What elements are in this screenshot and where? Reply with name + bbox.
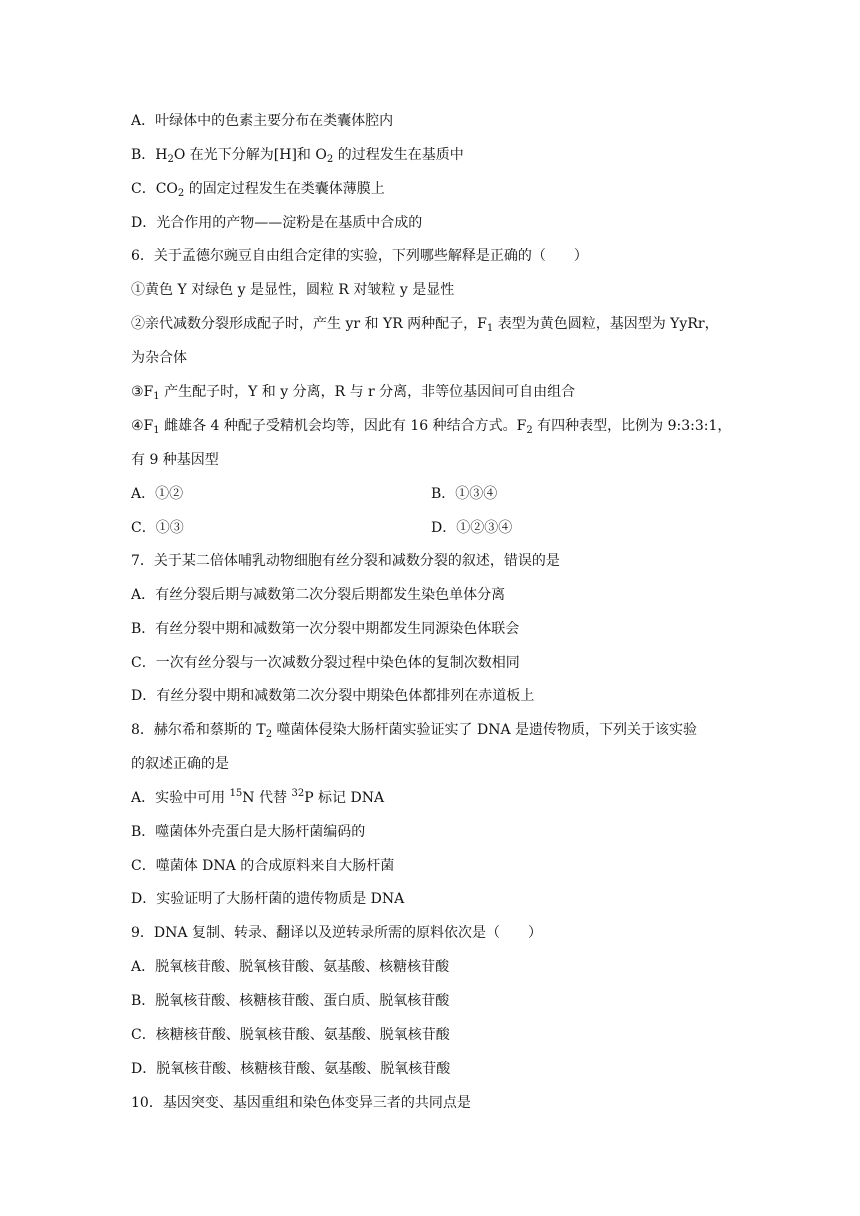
q7-stem: 7．关于某二倍体哺乳动物细胞有丝分裂和减数分裂的叙述，错误的是 bbox=[131, 553, 560, 569]
q9-option-a: A．脱氧核苷酸、脱氧核苷酸、氨基酸、核糖核苷酸 bbox=[131, 959, 450, 975]
q6-statement-1: ①黄色 Y 对绿色 y 是显性，圆粒 R 对皱粒 y 是显性 bbox=[131, 282, 455, 298]
q5-option-b: B．$H_2O$ 在光下分解为[H]和 $O_2$ 的过程发生在基质中 bbox=[131, 147, 464, 165]
q6-option-d: D．①②③④ bbox=[431, 520, 513, 536]
q9-option-d: D．脱氧核苷酸、核糖核苷酸、氨基酸、脱氧核苷酸 bbox=[131, 1061, 451, 1077]
q5-option-c: C．$CO_2$ 的固定过程发生在类囊体薄膜上 bbox=[131, 181, 385, 199]
q7-option-a: A．有丝分裂后期与减数第二次分裂后期都发生染色单体分离 bbox=[131, 587, 506, 603]
q7-option-b: B．有丝分裂中期和减数第一次分裂中期都发生同源染色体联会 bbox=[131, 621, 520, 637]
q6-statement-4: $④F_1$ 雌雄各 4 种配子受精机会均等，因此有 16 种结合方式。$F_2$ 有四种表型，比例为 9:3:3:1， bbox=[131, 418, 732, 436]
q9-option-b: B．脱氧核苷酸、核糖核苷酸、蛋白质、脱氧核苷酸 bbox=[131, 993, 450, 1009]
q6-statement-2: ②亲代减数分裂形成配子时，产生 yr 和 YR 两种配子，$F_1$ 表型为黄色圆粒，基因型为 YyRr， bbox=[131, 316, 719, 334]
q8-option-b: B．噬菌体外壳蛋白是大肠杆菌编码的 bbox=[131, 824, 366, 840]
q7-option-c: C．一次有丝分裂与一次减数分裂过程中染色体的复制次数相同 bbox=[131, 655, 520, 671]
q6-stem: 6．关于孟德尔豌豆自由组合定律的实验，下列哪些解释是正确的（ ） bbox=[131, 248, 588, 264]
q9-stem: 9．DNA 复制、转录、翻译以及逆转录所需的原料依次是（ ） bbox=[131, 925, 542, 941]
q10-stem: 10．基因突变、基因重组和染色体变异三者的共同点是 bbox=[131, 1095, 471, 1111]
q6-statement-2-cont: 为杂合体 bbox=[131, 350, 187, 366]
q8-option-c: C．噬菌体 DNA 的合成原料来自大肠杆菌 bbox=[131, 858, 395, 874]
q9-option-c: C．核糖核苷酸、脱氧核苷酸、氨基酸、脱氧核苷酸 bbox=[131, 1027, 450, 1043]
q8-option-a: A．实验中可用 $^{15}$N 代替 $^{32}$P 标记 DNA bbox=[131, 788, 385, 806]
q6-statement-3: $③F_1$ 产生配子时，Y 和 y 分离，R 与 r 分离，非等位基因间可自由组合 bbox=[131, 384, 576, 402]
q8-stem: 8．赫尔希和蔡斯的 $T_2$ 噬菌体侵染大肠杆菌实验证实了 DNA 是遗传物质，下列关于该实验 bbox=[131, 722, 698, 740]
q8-option-d: D．实验证明了大肠杆菌的遗传物质是 DNA bbox=[131, 891, 405, 907]
q6-option-a: A．①② bbox=[131, 486, 184, 502]
q6-option-c: C．①③ bbox=[131, 520, 184, 536]
q6-statement-4-cont: 有 9 种基因型 bbox=[131, 452, 219, 468]
q7-option-d: D．有丝分裂中期和减数第二次分裂中期染色体都排列在赤道板上 bbox=[131, 688, 535, 704]
q5-option-d: D．光合作用的产物——淀粉是在基质中合成的 bbox=[131, 215, 423, 231]
q6-option-b: B．①③④ bbox=[431, 486, 498, 502]
q5-option-a: A．叶绿体中的色素主要分布在类囊体腔内 bbox=[131, 113, 394, 129]
q8-stem-cont: 的叙述正确的是 bbox=[131, 756, 229, 772]
